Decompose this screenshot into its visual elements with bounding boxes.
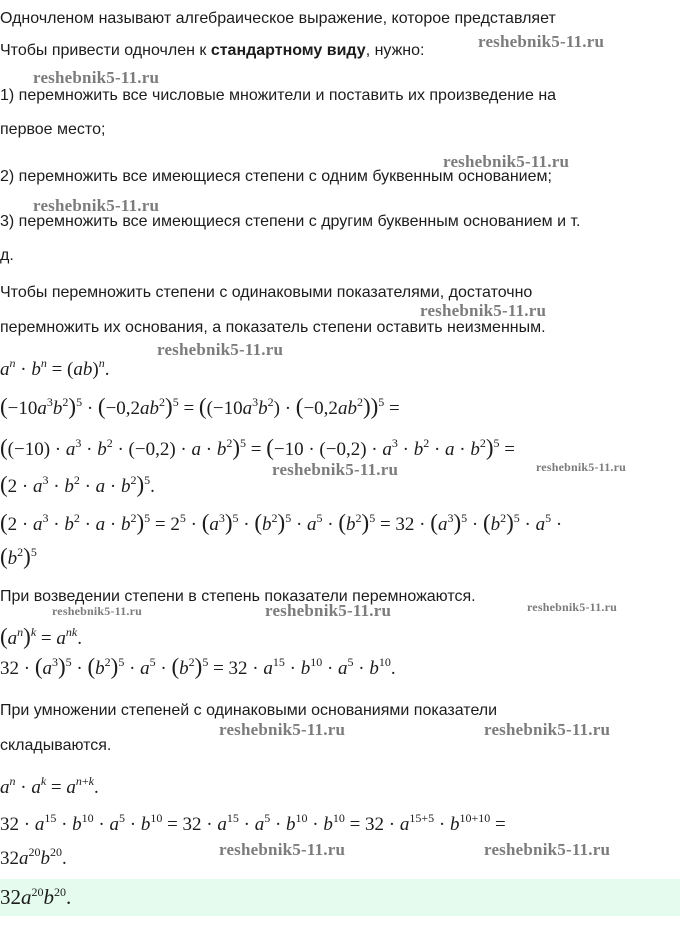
- watermark: reshebnik5-11.ru: [219, 840, 346, 859]
- formula-line-3: $(2 \cdot a^3 \cdot b^2 \cdot a \cdot b^2)^5$.: [0, 472, 155, 497]
- formula-line-8: $32a^{20}b^{20}$.: [0, 845, 67, 869]
- step-3-line-1: 3) перемножить все имеющиеся степени с другим буквенным основанием и т.: [0, 213, 581, 230]
- formula-line-2: $((-10) \cdot a^3 \cdot b^2 \cdot (-0,2) \cdot a \cdot b^2)^5 = (-10 \cdot (-0,2) \cdot a^3 \cdot b^2 \cdot a \cdot b^2)^5$ =: [0, 435, 515, 460]
- formula-line-4: $(2 \cdot a^3 \cdot b^2 \cdot a \cdot b^2)^5 = 2^5 \cdot (a^3)^5 \cdot (b^2)^5 \cdot a^5 \cdot (b^2)^5 = 32 \cdot (a^3)^5 \cdot (b^2)^5 \cdot a^5$ ·: [0, 510, 563, 535]
- formula-line-6: $32 \cdot (a^3)^5 \cdot (b^2)^5 \cdot a^5 \cdot (b^2)^5 = 32 \cdot a^{15} \cdot b^{10} \cdot a^5 \cdot b^{10}$.: [0, 654, 396, 679]
- rule-tail: , нужно:: [365, 42, 425, 59]
- watermark: reshebnik5-11.ru: [478, 32, 605, 51]
- standard-form-rule: [0, 41, 424, 61]
- watermark: reshebnik5-11.ru: [484, 840, 611, 859]
- watermark: reshebnik5-11.ru: [219, 720, 346, 739]
- power-of-power-rule: При возведении степени в степень показатели перемножаются.: [0, 588, 476, 605]
- watermark: reshebnik5-11.ru: [527, 600, 617, 614]
- watermark: reshebnik5-11.ru: [157, 340, 284, 359]
- step-1-line-2: первое место;: [0, 121, 106, 138]
- answer-box: [0, 879, 680, 916]
- watermark: reshebnik5-11.ru: [420, 301, 547, 320]
- step-1-line-1: 1) перемножить все числовые множители и поставить их произведение на: [0, 87, 557, 104]
- rule-bold: стандартному виду: [210, 42, 366, 59]
- same-base-rule-line-2: складываются.: [0, 737, 112, 754]
- step-2: 2) перемножить все имеющиеся степени с одним буквенным основанием;: [0, 168, 552, 185]
- step-3-line-2: д.: [0, 247, 14, 264]
- rule-lead: Чтобы привести одночлен к: [0, 42, 211, 59]
- formula-line-1: $(-10a^3b^2)^5 \cdot (-0,2ab^2)^5 = ((-10a^3b^2) \cdot (-0,2ab^2))^5$ =: [0, 394, 400, 419]
- watermark: reshebnik5-11.ru: [484, 720, 611, 739]
- formula-line-5: $(b^2)^5$: [0, 544, 37, 569]
- formula-product-rule: $a^n \cdot b^n = (ab)^n$.: [0, 356, 110, 380]
- same-base-rule-line-1: При умножении степеней с одинаковыми основаниями показатели: [0, 702, 498, 719]
- watermark: reshebnik5-11.ru: [33, 196, 160, 215]
- formula-power-rule: $(a^n)^k = a^{nk}$.: [0, 624, 82, 649]
- watermark: reshebnik5-11.ru: [536, 460, 626, 474]
- formula-line-7: $32 \cdot a^{15} \cdot b^{10} \cdot a^5 \cdot b^{10} = 32 \cdot a^{15} \cdot a^5 \cdot b^{10} \cdot b^{10} = 32 \cdot a^{15+5} \cdot b^{10+10}$ =: [0, 811, 506, 835]
- power-rule-line-2: перемножить их основания, а показатель степени оставить неизменным.: [0, 319, 546, 336]
- watermark: reshebnik5-11.ru: [33, 68, 160, 87]
- watermark: reshebnik5-11.ru: [272, 460, 399, 479]
- intro-text: Одночленом называют алгебраическое выражение, которое представляет: [0, 10, 556, 27]
- power-rule-line-1: Чтобы перемножить степени с одинаковыми показателями, достаточно: [0, 284, 533, 301]
- answer-formula: $32a^{20}b^{20}$.: [0, 885, 72, 909]
- formula-sum-rule: $a^n \cdot a^k = a^{n+k}$.: [0, 774, 99, 798]
- watermark: reshebnik5-11.ru: [443, 152, 570, 171]
- watermark: reshebnik5-11.ru: [52, 604, 142, 618]
- watermark: reshebnik5-11.ru: [265, 601, 392, 620]
